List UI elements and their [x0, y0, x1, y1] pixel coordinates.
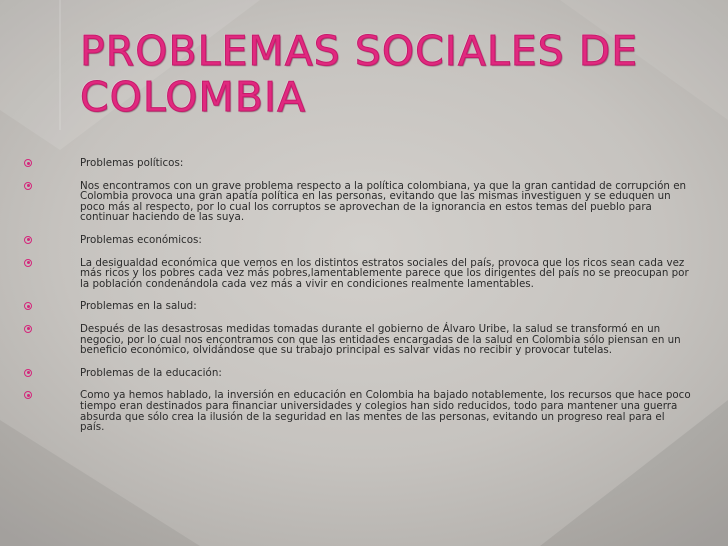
bullet-item-economicos-text [22, 258, 692, 290]
bullet-text: Nos encontramos con un grave problema respecto a la política colombiana, ya que la gran cantidad de corrupción en Colombia provoca una gran apatía política en las personas, evitando que las mismas investiguen y se eduquen un poco más al respecto, por lo cual los corruptos se aprovechan de la ignorancia en estos temas del pueblo para continuar haciendo de las suya. [80, 179, 687, 224]
bullet-text: La desigualdad económica que vemos en los distintos estratos sociales del país, provoca que los ricos sean cada vez más ricos y los pobres cada vez más pobres,lamentablemente parece que los dirigentes del país no se preocupan por la población condenándola cada vez más a vivir en condiciones realmente lamentables. [80, 256, 689, 290]
bullet-text: Como ya hemos hablado, la inversión en educación en Colombia ha bajado notablemente, los recursos que hace poco tiempo eran destinados para financiar universidades y colegios han sido reducidos, todo para mantener una guerra absurda que sólo crea la ilusión de la seguridad en las mentes de las personas, evitando un progreso real para el país. [80, 389, 691, 434]
bullet-item-politicos-heading [22, 158, 692, 169]
target-bullet-icon [24, 259, 32, 267]
bullet-item-politicos-text [22, 181, 692, 223]
bullet-text: Problemas de la educación: [80, 366, 222, 379]
target-bullet-icon [24, 236, 32, 244]
bullet-item-educacion-heading [22, 368, 692, 379]
target-bullet-icon [24, 182, 32, 190]
bullet-item-salud-heading [22, 301, 692, 312]
target-bullet-icon [24, 302, 32, 310]
slide-title: PROBLEMAS SOCIALES DE COLOMBIA [80, 27, 639, 121]
bullet-text: Después de las desastrosas medidas tomadas durante el gobierno de Álvaro Uribe, la salud se transformó en un negocio, por lo cual nos encontramos con que las entidades encargadas de la salud en Colombia sólo piensan en un beneficio económico, olvidándose que su trabajo principal es salvar vidas no recibir y provocar tutelas. [80, 322, 681, 357]
target-bullet-icon [24, 369, 32, 377]
bullet-item-salud-text [22, 324, 692, 356]
bullet-text: Problemas económicos: [80, 233, 202, 246]
bullet-text: Problemas políticos: [80, 157, 184, 169]
bullet-text: Problemas en la salud: [80, 300, 197, 313]
target-bullet-icon [24, 391, 32, 399]
bullet-item-educacion-text [22, 390, 692, 432]
target-bullet-icon [24, 159, 32, 167]
bullet-item-economicos-heading [22, 235, 692, 246]
target-bullet-icon [24, 325, 32, 333]
bullet-list [22, 158, 692, 445]
